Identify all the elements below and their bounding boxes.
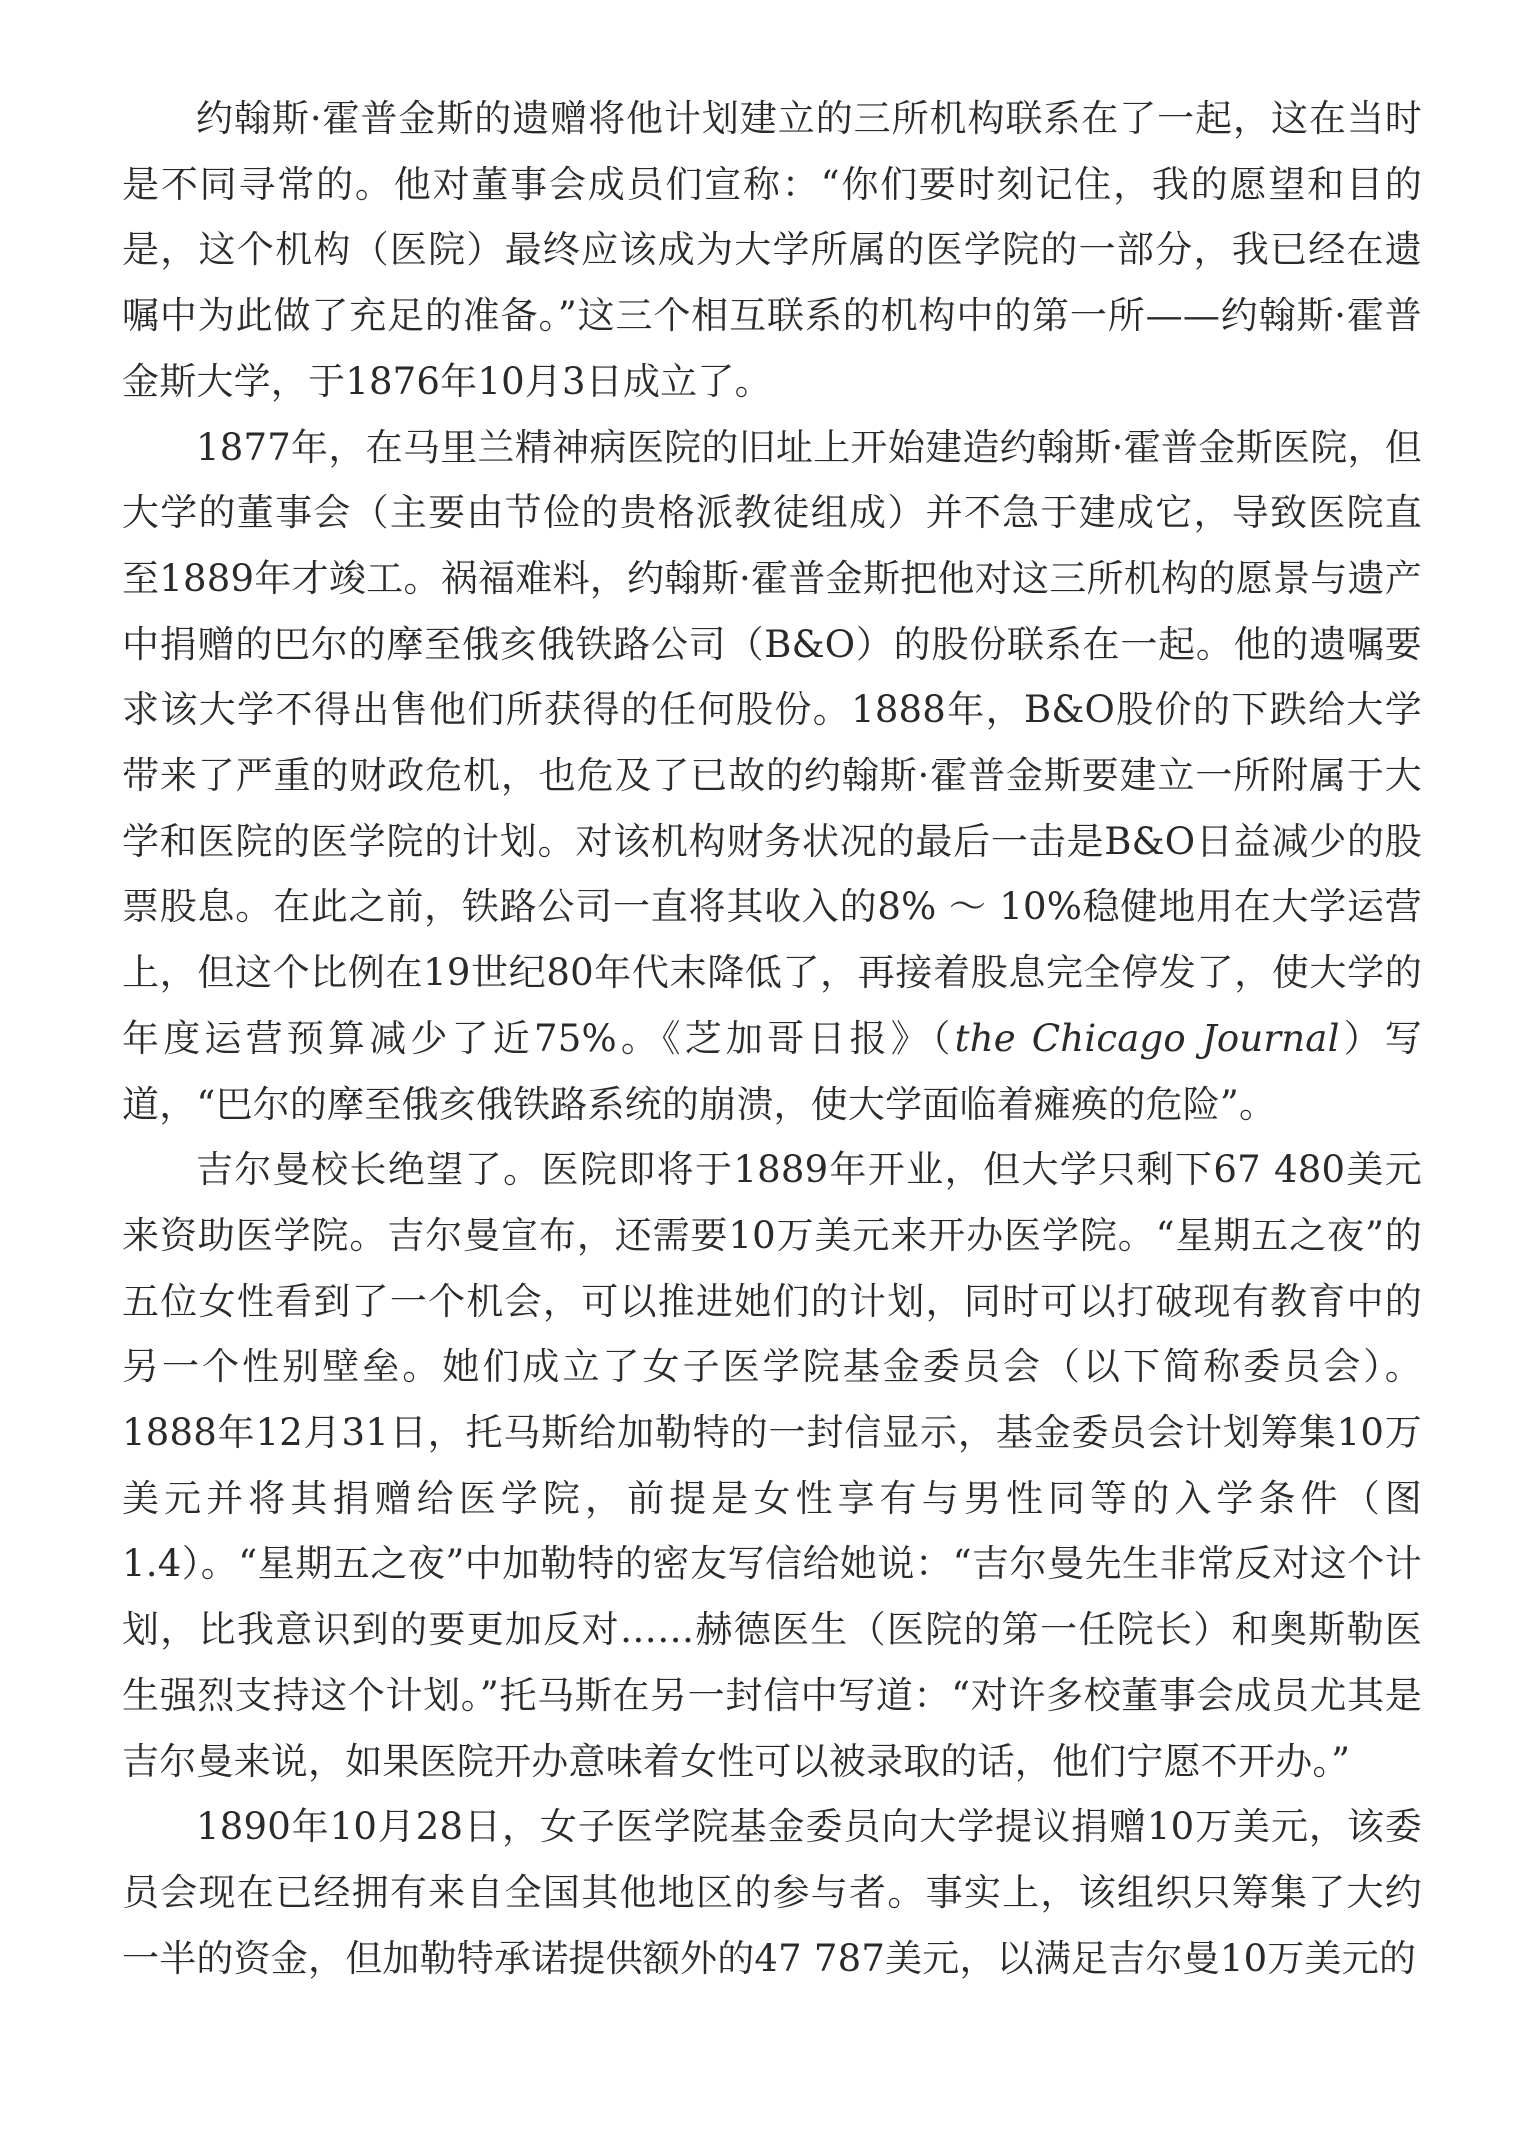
body-text <box>122 86 1422 1991</box>
paragraph-2-text-before: 1877年，在马里兰精神病医院的旧址上开始建造约翰斯·霍普金斯医院，但大学的董事会（主要由节俭的贵格派教徒组成）并不急于建成它，导致医院直至1889年才竣工。祸福难料，约翰斯·霍普金斯把他对这三所机构的愿景与遗产中捐赠的巴尔的摩至俄亥俄铁路公司（B&O）的股份联系在一起。他的遗嘱要求该大学不得出售他们所获得的任何股份。1888年，B&O股价的下跌给大学带来了严重的财政危机，也危及了已故的约翰斯·霍普金斯要建立一所附属于大学和医院的医学院的计划。对该机构财务状况的最后一击是B&O日益减少的股票股息。在此之前，铁路公司一直将其收入的8% ～ 10%稳健地用在大学运营上，但这个比例在19世纪80年代末降低了，再接着股息完全停发了，使大学的年度运营预算减少了近75%。《芝加哥日报》（ <box>122 425 1422 1060</box>
paragraph-2-text-after: ）写道，“巴尔的摩至俄亥俄铁路系统的崩溃，使大学面临着瘫痪的危险”。 <box>122 1016 1423 1126</box>
paragraph-1-text: 约翰斯·霍普金斯的遗赠将他计划建立的三所机构联系在了一起，这在当时是不同寻常的。他对董事会成员们宣称：“你们要时刻记住，我的愿望和目的是，这个机构（医院）最终应该成为大学所属的医学院的一部分，我已经在遗嘱中为此做了充足的准备。”这三个相互联系的机构中的第一所——约翰斯·霍普金斯大学，于1876年10月3日成立了。 <box>122 97 1422 403</box>
paragraph-3 <box>122 1137 1422 1794</box>
journal-title-english: the Chicago Journal <box>954 1016 1340 1060</box>
paragraph-2 <box>122 415 1422 1138</box>
paragraph-3-text: 吉尔曼校长绝望了。医院即将于1889年开业，但大学只剩下67 480美元来资助医学院。吉尔曼宣布，还需要10万美元来开办医学院。“星期五之夜”的五位女性看到了一个机会，可以推进她们的计划，同时可以打破现有教育中的另一个性别壁垒。她们成立了女子医学院基金委员会（以下简称委员会）。1888年12月31日，托马斯给加勒特的一封信显示，基金委员会计划筹集10万美元并将其捐赠给医学院，前提是女性享有与男性同等的入学条件（图1.4）。“星期五之夜”中加勒特的密友写信给她说：“吉尔曼先生非常反对这个计划，比我意识到的要更加反对……赫德医生（医院的第一任院长）和奥斯勒医生强烈支持这个计划。”托马斯在另一封信中写道：“对许多校董事会成员尤其是吉尔曼来说，如果医院开办意味着女性可以被录取的话，他们宁愿不开办。” <box>122 1148 1422 1783</box>
paragraph-1 <box>122 86 1422 415</box>
paragraph-4 <box>122 1794 1422 1991</box>
paragraph-4-text: 1890年10月28日，女子医学院基金委员向大学提议捐赠10万美元，该委员会现在已经拥有来自全国其他地区的参与者。事实上，该组织只筹集了大约一半的资金，但加勒特承诺提供额外的47 787美元，以满足吉尔曼10万美元的 <box>122 1805 1422 1980</box>
